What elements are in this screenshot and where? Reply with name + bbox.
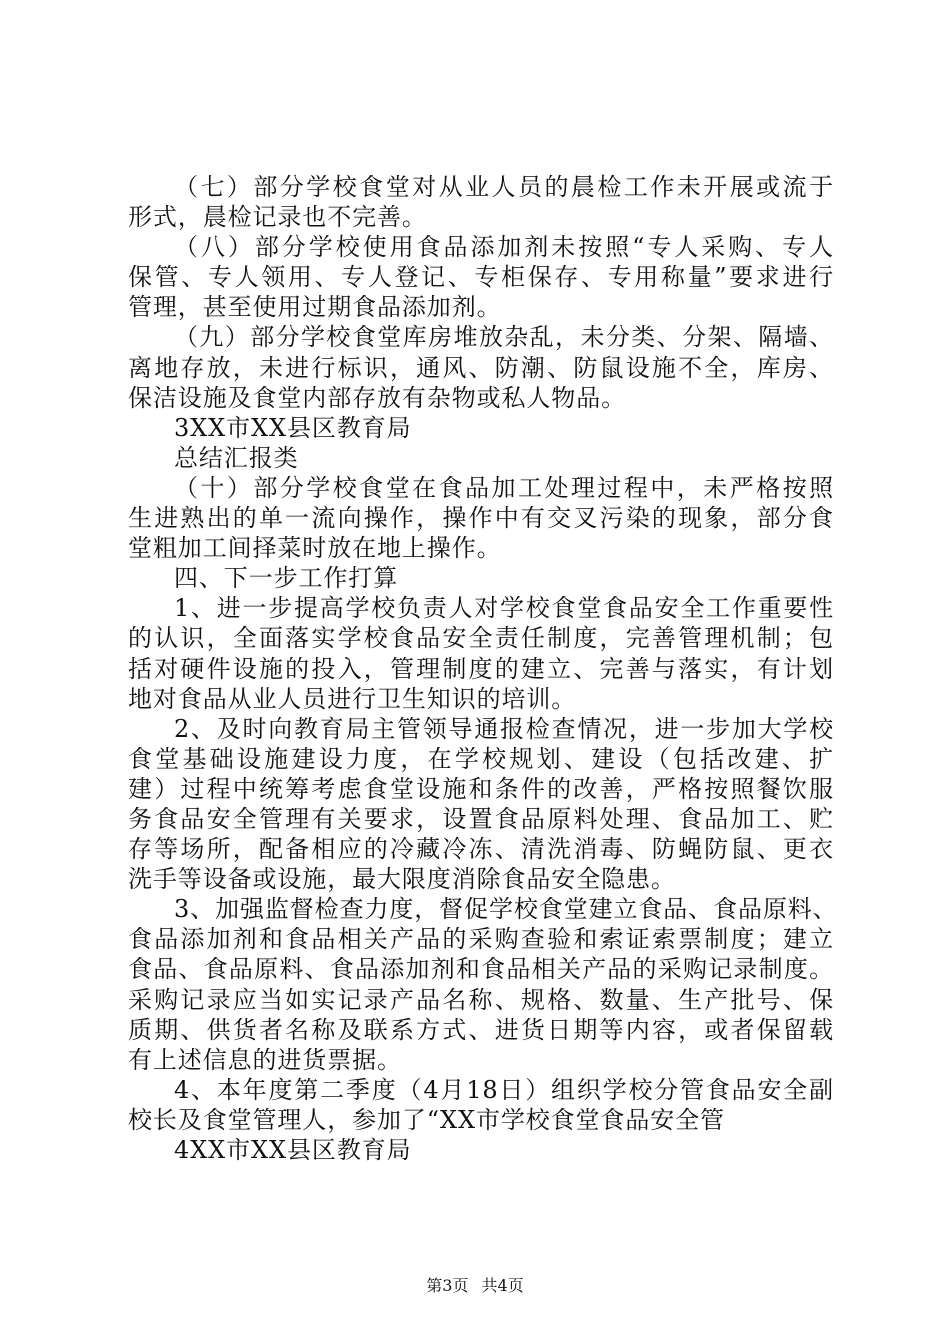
text-line: 保洁设施及食堂内部存放有杂物或私人物品。 <box>128 383 626 412</box>
text-line: 的认识，全面落实学校食品安全责任制度，完善管理机制；包 <box>128 624 834 653</box>
text-line: 洗手等设备或设施，最大限度消除食品安全隐患。 <box>128 865 676 894</box>
page-total: 共4页 <box>481 1276 524 1295</box>
text-line: 食堂基础设施建设力度，在学校规划、建设（包括改建、扩 <box>128 744 834 773</box>
text-line: （九）部分学校食堂库房堆放杂乱，未分类、分架、隔墙、 <box>174 323 834 352</box>
text-line: 校长及食堂管理人，参加了“XX市学校食堂食品安全管 <box>128 1105 725 1134</box>
text-line: 保管、专人领用、专人登记、专柜保存、专用称量”要求进行 <box>128 263 834 292</box>
text-line: 总结汇报类 <box>174 443 299 472</box>
text-line: 采购记录应当如实记录产品名称、规格、数量、生产批号、保 <box>128 985 834 1014</box>
text-line: 质期、供货者名称及联系方式、进货日期等内容，或者保留载 <box>128 1015 834 1044</box>
text-line: 4XX市XX县区教育局 <box>174 1136 412 1164</box>
text-line: （十）部分学校食堂在食品加工处理过程中，未严格按照 <box>174 473 834 502</box>
text-line: 离地存放，未进行标识，通风、防潮、防鼠设施不全，库房、 <box>128 353 834 382</box>
text-line: 有上述信息的进货票据。 <box>128 1045 402 1074</box>
text-line: 3、加强监督检查力度，督促学校食堂建立食品、食品原料、 <box>174 895 838 924</box>
text-line: 管理，甚至使用过期食品添加剂。 <box>128 293 502 322</box>
text-line: 食品添加剂和食品相关产品的采购查验和索证索票制度；建立 <box>128 925 834 954</box>
page-number: 第3页 <box>426 1276 469 1295</box>
text-line: 3XX市XX县区教育局 <box>174 413 412 442</box>
text-line: 4、本年度第二季度（4月18日）组织学校分管食品安全副 <box>174 1075 834 1104</box>
text-line: 括对硬件设施的投入，管理制度的建立、完善与落实，有计划 <box>128 654 834 683</box>
text-line: 形式，晨检记录也不完善。 <box>128 203 427 232</box>
text-line: （七）部分学校食堂对从业人员的晨检工作未开展或流于 <box>174 173 834 201</box>
text-line: 建）过程中统筹考虑食堂设施和条件的改善，严格按照餐饮服 <box>128 774 834 803</box>
text-line: 四、下一步工作打算 <box>174 564 399 593</box>
text-line: 2、及时向教育局主管领导通报检查情况，进一步加大学校 <box>174 714 834 743</box>
text-line: 食品、食品原料、食品添加剂和食品相关产品的采购记录制度。 <box>128 955 834 984</box>
text-line: 1、进一步提高学校负责人对学校食堂食品安全工作重要性 <box>174 594 834 623</box>
page-footer <box>0 1276 950 1296</box>
text-line: 务食品安全管理有关要求，设置食品原料处理、食品加工、贮 <box>128 804 834 833</box>
text-line: 生进熟出的单一流向操作，操作中有交叉污染的现象，部分食 <box>128 504 834 533</box>
text-line: （八）部分学校使用食品添加剂未按照“专人采购、专人 <box>174 233 834 262</box>
text-line: 地对食品从业人员进行卫生知识的培训。 <box>128 684 577 713</box>
text-line: 存等场所，配备相应的冷藏冷冻、清洗消毒、防蝇防鼠、更衣 <box>128 835 834 864</box>
text-line: 堂粗加工间择菜时放在地上操作。 <box>128 534 502 563</box>
document-body <box>128 172 838 1165</box>
